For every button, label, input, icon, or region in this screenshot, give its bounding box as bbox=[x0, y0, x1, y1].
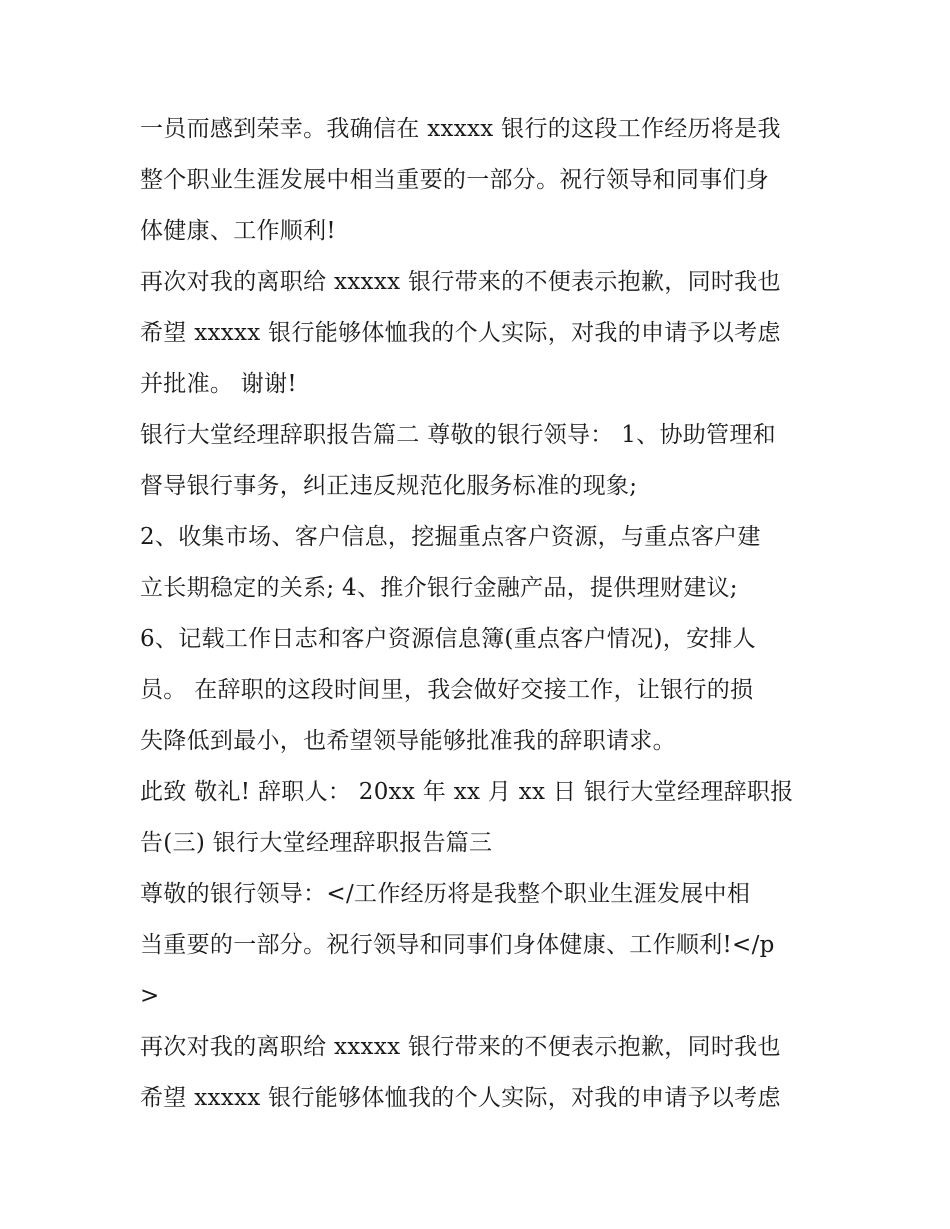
text-line: 体健康、工作顺利! bbox=[140, 218, 336, 244]
text-line: 当重要的一部分。祝行领导和同事们身体健康、工作顺利!</p bbox=[140, 932, 775, 958]
text-line: 失降低到最小，也希望领导能够批准我的辞职请求。 bbox=[140, 728, 676, 754]
text-line: 整个职业生涯发展中相当重要的一部分。祝行领导和同事们身 bbox=[140, 167, 770, 193]
document-body bbox=[140, 104, 820, 1124]
text-line: 再次对我的离职给 xxxxx 银行带来的不便表示抱歉，同时我也 bbox=[140, 1034, 781, 1060]
text-line: 尊敬的银行领导：</工作经历将是我整个职业生涯发展中相 bbox=[140, 881, 751, 907]
text-line: 并批准。 谢谢! bbox=[140, 371, 297, 397]
text-line: > bbox=[140, 983, 160, 1009]
text-line: 再次对我的离职给 xxxxx 银行带来的不便表示抱歉，同时我也 bbox=[140, 269, 781, 295]
text-line: 希望 xxxxx 银行能够体恤我的个人实际，对我的申请予以考虑 bbox=[140, 320, 781, 346]
text-line: 银行大堂经理辞职报告篇二 尊敬的银行领导： 1、协助管理和 bbox=[140, 422, 776, 448]
text-line: 一员而感到荣幸。我确信在 xxxxx 银行的这段工作经历将是我 bbox=[140, 116, 781, 142]
text-line: 员。 在辞职的这段时间里，我会做好交接工作，让银行的损 bbox=[140, 677, 754, 703]
text-line: 告(三) 银行大堂经理辞职报告篇三 bbox=[140, 830, 493, 856]
text-line: 此致 敬礼! 辞职人： 20xx 年 xx 月 xx 日 银行大堂经理辞职报 bbox=[140, 779, 794, 805]
text-line: 6、记载工作日志和客户资源信息簿(重点客户情况)，安排人 bbox=[140, 626, 756, 652]
text-line: 立长期稳定的关系; 4、推介银行金融产品，提供理财建议; bbox=[140, 575, 738, 601]
text-line: 2、收集市场、客户信息，挖掘重点客户资源，与重点客户建 bbox=[140, 524, 761, 550]
text-line: 希望 xxxxx 银行能够体恤我的个人实际，对我的申请予以考虑 bbox=[140, 1085, 781, 1111]
text-line: 督导银行事务，纠正违反规范化服务标准的现象; bbox=[140, 473, 638, 499]
